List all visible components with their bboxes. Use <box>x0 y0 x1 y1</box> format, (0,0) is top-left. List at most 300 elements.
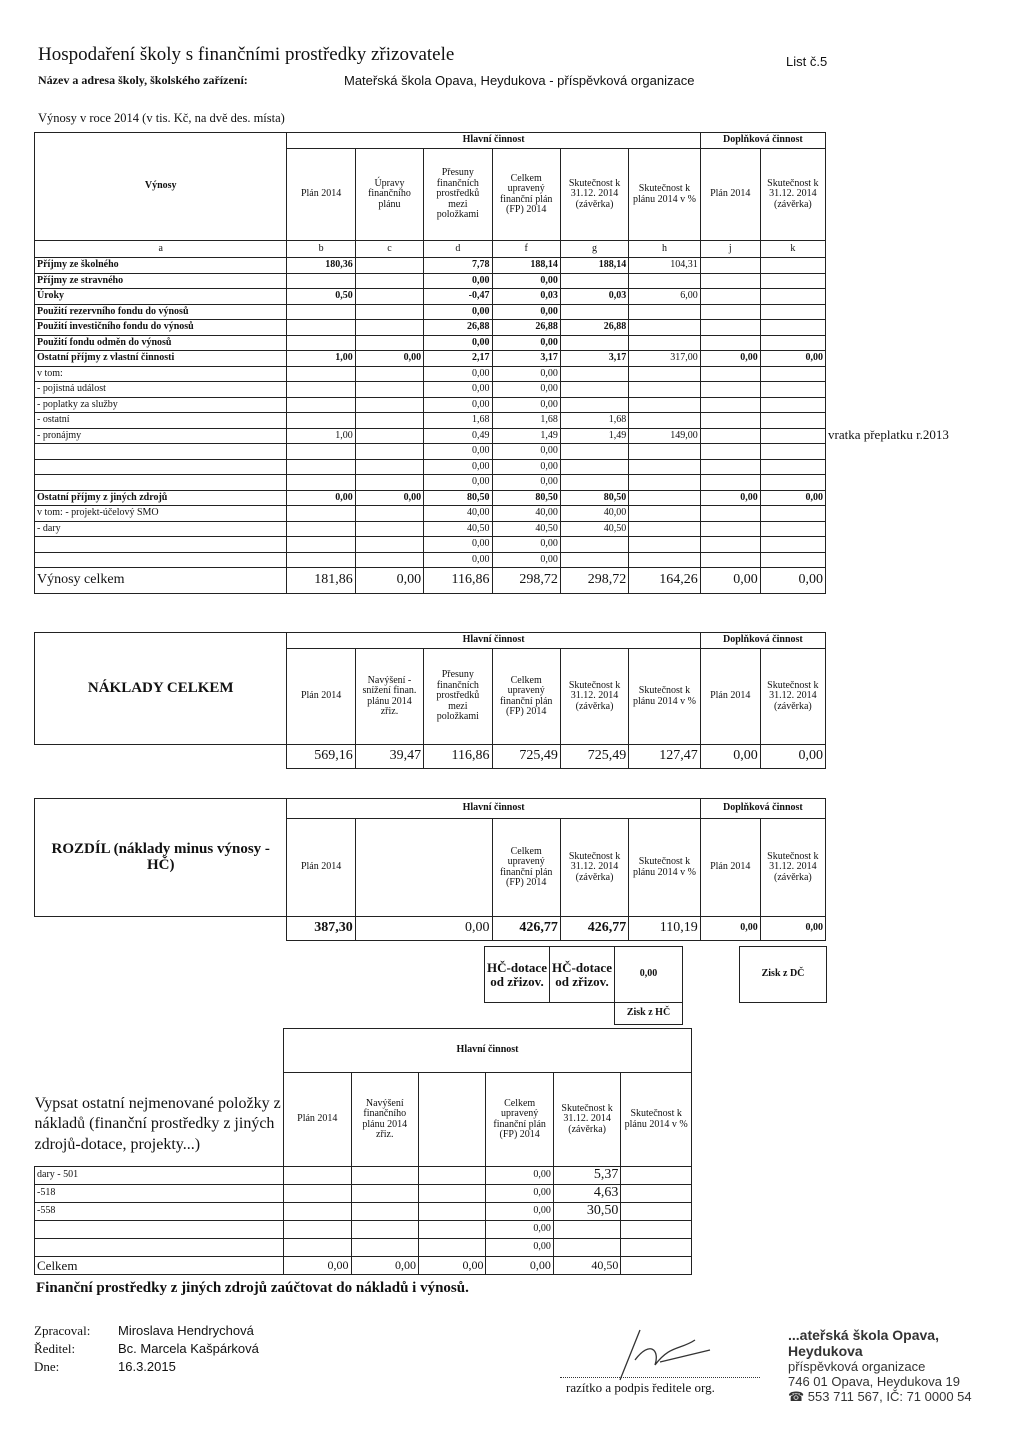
row-cell: 1,68 <box>492 413 560 429</box>
row-cell <box>760 506 825 522</box>
row-cell <box>629 320 701 336</box>
row-cell: 0,00 <box>492 304 560 320</box>
row-cell <box>700 335 760 351</box>
row-label: -558 <box>35 1203 284 1221</box>
ostatni-row <box>35 1257 692 1275</box>
row-cell: 5,37 <box>553 1167 620 1185</box>
meta-row <box>34 1322 254 1340</box>
col-skut-dc: Skutečnost k 31.12. 2014 (závěrka) <box>760 149 825 241</box>
row-cell: 1,00 <box>287 351 355 367</box>
row-cell: 6,00 <box>629 289 701 305</box>
org-name: Mateřská škola Opava, Heydukova - příspěvková organizace <box>344 73 695 88</box>
naklady-header: NÁKLADY CELKEM <box>35 633 287 745</box>
row-cell: 0,00 <box>486 1185 553 1203</box>
total-cell: 0,00 <box>700 568 760 594</box>
row-label: Úroky <box>35 289 287 305</box>
dotace-label-a: HČ-dotace od zřizov. <box>485 947 550 1003</box>
row-cell <box>284 1203 351 1221</box>
row-cell <box>760 382 825 398</box>
row-cell: 0,00 <box>424 444 492 460</box>
row-cell <box>621 1221 692 1239</box>
row-cell: 0,00 <box>760 490 825 506</box>
main-activity-header: Hlavní činnost <box>287 633 700 649</box>
spacer-cell <box>683 1003 827 1025</box>
vynosy-table <box>34 132 826 594</box>
row-cell <box>700 475 760 491</box>
row-cell: 0,00 <box>355 490 423 506</box>
value-cell: 0,00 <box>700 745 760 769</box>
row-cell: 80,50 <box>560 490 628 506</box>
col-navyseni: Navýšení finančního plánu 2014 zřiz. <box>351 1073 418 1167</box>
col-celkem: Celkem upravený finanční plán (FP) 2014 <box>492 149 560 241</box>
row-cell <box>287 397 355 413</box>
row-cell <box>629 335 701 351</box>
stamp-line: ...ateřská škola Opava, Heydukova <box>788 1327 939 1359</box>
row-label: Ostatní příjmy z jiných zdrojů <box>35 490 287 506</box>
row-cell: 3,17 <box>560 351 628 367</box>
row-cell: 0,00 <box>424 366 492 382</box>
row-cell <box>700 413 760 429</box>
row-cell <box>284 1167 351 1185</box>
row-cell: 0,00 <box>424 537 492 553</box>
value-cell: 387,30 <box>287 917 355 941</box>
row-cell: 40,50 <box>424 521 492 537</box>
row-cell: 0,00 <box>492 459 560 475</box>
row-cell: 0,00 <box>424 273 492 289</box>
row-cell <box>355 444 423 460</box>
value-cell <box>355 917 423 941</box>
row-cell: 0,00 <box>492 397 560 413</box>
row-cell <box>760 552 825 568</box>
vynosy-total-row <box>35 568 826 594</box>
row-cell: 0,00 <box>418 1257 485 1275</box>
row-cell: 188,14 <box>560 258 628 274</box>
row-cell: 40,50 <box>553 1257 620 1275</box>
dotace-label-b: HČ-dotace od zřizov. <box>550 947 615 1003</box>
row-cell <box>287 537 355 553</box>
meta-value: 16.3.2015 <box>118 1359 176 1374</box>
row-cell <box>760 537 825 553</box>
row-cell: 0,00 <box>492 335 560 351</box>
row-cell <box>760 475 825 491</box>
row-cell: 2,17 <box>424 351 492 367</box>
col-skut-pct: Skutečnost k plánu 2014 v % <box>629 149 701 241</box>
row-cell <box>355 428 423 444</box>
row-label: - ostatní <box>35 413 287 429</box>
row-cell <box>700 506 760 522</box>
vynosy-row <box>35 552 826 568</box>
row-cell <box>287 506 355 522</box>
row-cell <box>760 459 825 475</box>
row-cell <box>287 521 355 537</box>
row-cell <box>621 1239 692 1257</box>
row-cell <box>287 366 355 382</box>
rozdil-values-row <box>35 917 826 941</box>
row-cell: 0,00 <box>424 304 492 320</box>
vynosy-row <box>35 506 826 522</box>
row-label: - poplatky za služby <box>35 397 287 413</box>
row-cell <box>700 397 760 413</box>
row-cell: 0,00 <box>486 1239 553 1257</box>
row-cell <box>629 366 701 382</box>
row-label: Příjmy ze školného <box>35 258 287 274</box>
row-cell <box>629 397 701 413</box>
empty-cell <box>424 819 492 917</box>
total-cell: 116,86 <box>424 568 492 594</box>
row-cell: 0,03 <box>560 289 628 305</box>
row-cell <box>560 397 628 413</box>
row-cell: 30,50 <box>553 1203 620 1221</box>
row-cell <box>418 1203 485 1221</box>
row-cell <box>760 413 825 429</box>
row-cell: 0,00 <box>700 490 760 506</box>
row-cell: 40,50 <box>560 521 628 537</box>
row-cell: 1,68 <box>424 413 492 429</box>
row-label <box>35 444 287 460</box>
main-activity-header: Hlavní činnost <box>287 799 700 819</box>
value-cell: 725,49 <box>560 745 628 769</box>
row-cell: 80,50 <box>492 490 560 506</box>
stamp-line: 746 01 Opava, Heydukova 19 <box>788 1374 961 1389</box>
row-cell: 0,00 <box>760 351 825 367</box>
row-cell: 0,00 <box>424 397 492 413</box>
row-cell: 0,00 <box>492 475 560 491</box>
col-upravy: Úpravy finančního plánu <box>355 149 423 241</box>
vynosy-row <box>35 397 826 413</box>
row-cell <box>287 304 355 320</box>
row-cell: 104,31 <box>629 258 701 274</box>
row-cell <box>700 366 760 382</box>
meta-row <box>34 1358 176 1376</box>
section-subtitle: Výnosy v roce 2014 (v tis. Kč, na dvě des. místa) <box>38 111 285 125</box>
signature-label: razítko a podpis ředitele org. <box>566 1380 715 1395</box>
col-skut: Skutečnost k 31.12. 2014 (závěrka) <box>553 1073 620 1167</box>
row-cell: 0,00 <box>486 1167 553 1185</box>
side-activity-header: Doplňková činnost <box>700 133 825 149</box>
empty-cell <box>35 745 287 769</box>
dotace-value: 0,00 <box>615 947 683 1003</box>
row-cell <box>355 413 423 429</box>
vynosy-row <box>35 413 826 429</box>
row-cell <box>560 335 628 351</box>
total-cell: 181,86 <box>287 568 355 594</box>
row-cell: 0,00 <box>424 552 492 568</box>
col-skut-pct: Skutečnost k plánu 2014 v % <box>629 819 701 917</box>
meta-label: Dne: <box>34 1359 60 1374</box>
row-cell: 0,00 <box>355 351 423 367</box>
row-cell: 1,68 <box>560 413 628 429</box>
row-cell <box>553 1239 620 1257</box>
row-cell <box>760 258 825 274</box>
row-label: - pojistná událost <box>35 382 287 398</box>
total-label: Výnosy celkem <box>35 568 287 594</box>
row-cell <box>629 459 701 475</box>
naklady-values-row <box>35 745 826 769</box>
col-celkem: Celkem upravený finanční plán (FP) 2014 <box>492 649 560 745</box>
row-label <box>35 537 287 553</box>
row-label <box>35 459 287 475</box>
row-cell <box>287 320 355 336</box>
row-cell: 0,00 <box>486 1221 553 1239</box>
meta-label: Ředitel: <box>34 1341 76 1356</box>
row-cell <box>418 1185 485 1203</box>
row-cell <box>700 537 760 553</box>
row-cell <box>355 273 423 289</box>
row-cell <box>560 304 628 320</box>
row-cell <box>284 1221 351 1239</box>
total-cell: 298,72 <box>492 568 560 594</box>
col-plan-dc: Plán 2014 <box>700 649 760 745</box>
col-skut-dc: Skutečnost k 31.12. 2014 (závěrka) <box>760 649 825 745</box>
stamp-line: ☎ 553 711 567, IČ: 71 0000 54 <box>788 1389 972 1404</box>
row-cell: 188,14 <box>492 258 560 274</box>
col-presuny: Přesuny finančních prostředků mezi položkami <box>424 649 492 745</box>
row-cell: 0,00 <box>492 444 560 460</box>
row-cell <box>355 521 423 537</box>
vynosy-row <box>35 444 826 460</box>
row-label <box>35 1221 284 1239</box>
col-presuny: Přesuny finančních prostředků mezi položkami <box>424 149 492 241</box>
row-cell: 317,00 <box>629 351 701 367</box>
row-cell <box>355 366 423 382</box>
col-skut-dc: Skutečnost k 31.12. 2014 (závěrka) <box>760 819 825 917</box>
row-cell <box>629 304 701 320</box>
row-cell: 26,88 <box>424 320 492 336</box>
row-cell: 40,00 <box>492 506 560 522</box>
total-cell: 298,72 <box>560 568 628 594</box>
row-cell <box>418 1221 485 1239</box>
row-cell <box>287 444 355 460</box>
row-cell: 0,00 <box>492 537 560 553</box>
vynosy-row <box>35 273 826 289</box>
dotace-table <box>484 946 827 1025</box>
vynosy-row <box>35 335 826 351</box>
side-activity-header: Doplňková činnost <box>700 799 825 819</box>
row-label: Použití investičního fondu do výnosů <box>35 320 287 336</box>
row-cell <box>355 506 423 522</box>
col-plan-dc: Plán 2014 <box>700 149 760 241</box>
row-cell: 1,49 <box>560 428 628 444</box>
value-cell: 426,77 <box>560 917 628 941</box>
side-activity-header: Doplňková činnost <box>700 633 825 649</box>
row-cell <box>287 552 355 568</box>
row-cell <box>418 1239 485 1257</box>
row-cell <box>351 1221 418 1239</box>
row-cell <box>355 397 423 413</box>
value-cell: 725,49 <box>492 745 560 769</box>
row-cell <box>355 459 423 475</box>
row-cell: 40,00 <box>424 506 492 522</box>
row-cell <box>355 320 423 336</box>
row-cell: 0,00 <box>486 1257 553 1275</box>
signature-line <box>560 1377 760 1378</box>
row-cell: -0,47 <box>424 289 492 305</box>
page-title: Hospodaření školy s finančními prostředky zřizovatele <box>38 44 455 65</box>
row-cell <box>355 335 423 351</box>
row-cell <box>760 428 825 444</box>
vynosy-row <box>35 366 826 382</box>
col-celkem: Celkem upravený finanční plán (FP) 2014 <box>492 819 560 917</box>
row-cell <box>560 459 628 475</box>
letter-cell: h <box>629 241 701 258</box>
row-cell <box>355 382 423 398</box>
main-activity-header: Hlavní činnost <box>287 133 700 149</box>
stamp-line: příspěvková organizace <box>788 1359 926 1374</box>
row-cell: 0,00 <box>486 1203 553 1221</box>
meta-block <box>34 1322 259 1376</box>
vynosy-header: Výnosy <box>35 133 287 241</box>
vynosy-row <box>35 428 826 444</box>
row-cell <box>284 1185 351 1203</box>
row-cell <box>760 320 825 336</box>
col-celkem: Celkem upravený finanční plán (FP) 2014 <box>486 1073 553 1167</box>
row-label: - pronájmy <box>35 428 287 444</box>
row-cell: 0,00 <box>492 382 560 398</box>
row-cell <box>355 289 423 305</box>
row-cell <box>700 382 760 398</box>
row-cell: 0,00 <box>424 382 492 398</box>
row-cell: 0,00 <box>700 351 760 367</box>
col-skut: Skutečnost k 31.12. 2014 (závěrka) <box>560 819 628 917</box>
col-skut-pct: Skutečnost k plánu 2014 v % <box>621 1073 692 1167</box>
row-cell <box>760 397 825 413</box>
col-skut: Skutečnost k 31.12. 2014 (závěrka) <box>560 149 628 241</box>
row-cell: 0,00 <box>424 335 492 351</box>
row-cell: 0,00 <box>424 475 492 491</box>
row-cell: 180,36 <box>287 258 355 274</box>
row-cell <box>629 506 701 522</box>
letter-cell: d <box>424 241 492 258</box>
row-cell: 4,63 <box>553 1185 620 1203</box>
row-cell: 0,50 <box>287 289 355 305</box>
row-cell: 40,50 <box>492 521 560 537</box>
row-cell: 80,50 <box>424 490 492 506</box>
meta-row <box>34 1340 259 1358</box>
row-cell <box>629 490 701 506</box>
row-cell: 0,00 <box>492 273 560 289</box>
row-label: -518 <box>35 1185 284 1203</box>
row-label: v tom: - projekt-účelový SMO <box>35 506 287 522</box>
value-cell: 39,47 <box>355 745 423 769</box>
org-label: Název a adresa školy, školského zařízení: <box>38 73 248 87</box>
row-cell <box>287 475 355 491</box>
row-cell: 0,49 <box>424 428 492 444</box>
row-cell <box>621 1185 692 1203</box>
vynosy-row <box>35 475 826 491</box>
row-cell <box>760 335 825 351</box>
meta-value: Miroslava Hendrychová <box>118 1323 254 1338</box>
row-cell <box>287 459 355 475</box>
row-cell <box>287 335 355 351</box>
row-cell <box>700 304 760 320</box>
ostatni-title: Vypsat ostatní nejmenované položky z nákladů (finanční prostředky z jiných zdrojů-dotace, projekty...) <box>35 1029 284 1167</box>
letter-cell: k <box>760 241 825 258</box>
spacer-cell <box>485 1003 550 1025</box>
row-cell <box>287 382 355 398</box>
ostatni-table <box>34 1028 692 1275</box>
spacer-cell <box>550 1003 615 1025</box>
row-cell <box>700 258 760 274</box>
row-cell <box>355 537 423 553</box>
letter-cell: f <box>492 241 560 258</box>
total-cell: 0,00 <box>355 568 423 594</box>
ostatni-row <box>35 1239 692 1257</box>
letter-cell: g <box>560 241 628 258</box>
letters-row <box>35 241 826 258</box>
row-cell: 40,00 <box>560 506 628 522</box>
row-cell <box>560 537 628 553</box>
naklady-table <box>34 632 826 769</box>
total-cell: 164,26 <box>629 568 701 594</box>
row-cell <box>560 382 628 398</box>
row-cell <box>287 413 355 429</box>
vynosy-row <box>35 459 826 475</box>
row-cell <box>629 537 701 553</box>
refund-note: vratka přeplatku r.2013 <box>828 427 949 442</box>
row-cell: 0,00 <box>284 1257 351 1275</box>
row-cell <box>355 475 423 491</box>
row-cell <box>418 1167 485 1185</box>
row-cell <box>760 521 825 537</box>
row-cell <box>629 521 701 537</box>
row-label: Použití fondu odměn do výnosů <box>35 335 287 351</box>
row-cell <box>760 289 825 305</box>
row-cell <box>560 444 628 460</box>
col-navyseni: Navýšení - snížení finan. plánu 2014 zřiz. <box>355 649 423 745</box>
value-cell: 127,47 <box>629 745 701 769</box>
col-plan: Plán 2014 <box>284 1073 351 1167</box>
row-label: Použití rezervního fondu do výnosů <box>35 304 287 320</box>
row-cell <box>700 552 760 568</box>
letter-cell: j <box>700 241 760 258</box>
value-cell: 0,00 <box>424 917 492 941</box>
row-cell <box>760 444 825 460</box>
letter-cell: c <box>355 241 423 258</box>
letter-cell: a <box>35 241 287 258</box>
school-stamp <box>788 1327 998 1405</box>
row-cell <box>355 258 423 274</box>
empty-cell <box>355 819 423 917</box>
row-cell <box>355 304 423 320</box>
row-cell: 7,78 <box>424 258 492 274</box>
row-label <box>35 552 287 568</box>
row-cell: 149,00 <box>629 428 701 444</box>
meta-label: Zpracoval: <box>34 1323 91 1338</box>
row-cell: 26,88 <box>492 320 560 336</box>
row-cell: 1,00 <box>287 428 355 444</box>
ostatni-row <box>35 1167 692 1185</box>
col-skut: Skutečnost k 31.12. 2014 (závěrka) <box>560 649 628 745</box>
spacer-cell <box>683 947 740 1003</box>
row-cell <box>629 273 701 289</box>
col-plan: Plán 2014 <box>287 649 355 745</box>
ostatni-row <box>35 1203 692 1221</box>
letter-cell: b <box>287 241 355 258</box>
zisk-hc-label: Zisk z HČ <box>615 1003 683 1025</box>
value-cell: 0,00 <box>760 745 825 769</box>
zisk-dc-label: Zisk z DČ <box>740 947 827 1003</box>
rozdil-header: ROZDÍL (náklady minus výnosy - HČ) <box>35 799 287 917</box>
row-cell <box>760 273 825 289</box>
row-cell: 3,17 <box>492 351 560 367</box>
row-cell <box>560 475 628 491</box>
vynosy-row <box>35 351 826 367</box>
row-cell <box>629 382 701 398</box>
value-cell: 110,19 <box>629 917 701 941</box>
row-label <box>35 475 287 491</box>
row-cell <box>287 273 355 289</box>
col-plan: Plán 2014 <box>287 149 355 241</box>
